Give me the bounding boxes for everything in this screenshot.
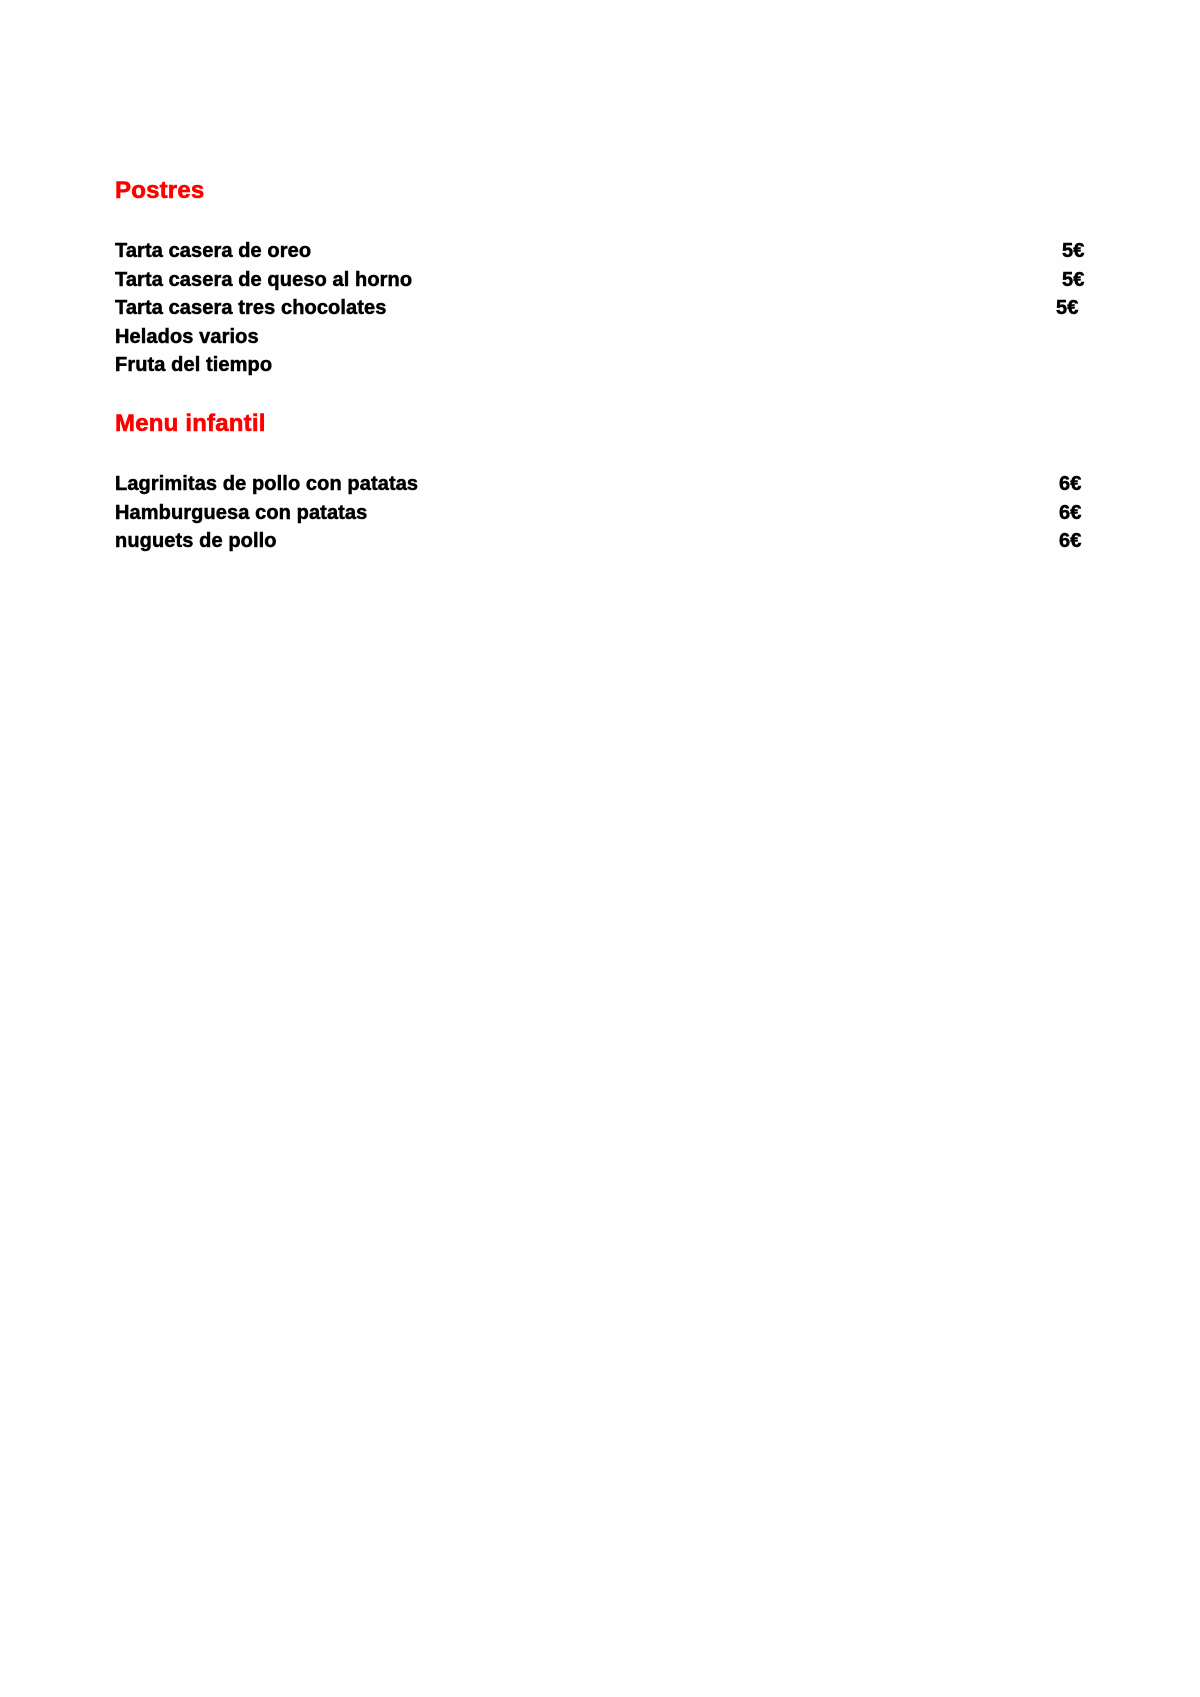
menu-item-helados: [115, 323, 1090, 352]
item-name: Tarta casera tres chocolates: [115, 297, 387, 320]
item-name: Lagrimitas de pollo con patatas: [115, 473, 419, 495]
section-title-menu-infantil: Menu infantil: [115, 410, 266, 437]
item-name: nuguets de pollo: [115, 530, 277, 553]
item-price: 5€: [1062, 268, 1085, 291]
menu-infantil-list: [115, 470, 1090, 556]
menu-item-fruta: [115, 351, 1090, 380]
item-price: 5€: [1056, 297, 1079, 320]
item-name: Tarta casera de oreo: [115, 240, 312, 262]
menu-item-tarta-queso: [115, 266, 1090, 295]
item-price: 6€: [1059, 501, 1082, 524]
item-name: Helados varios: [115, 325, 259, 348]
section-title-postres: Postres: [115, 177, 205, 204]
menu-item-tarta-chocolates: [115, 294, 1090, 323]
menu-item-nuguets: [115, 527, 1090, 556]
menu-item-tarta-oreo: [115, 237, 1090, 266]
menu-item-lagrimitas: [115, 470, 1090, 499]
item-price: 6€: [1059, 530, 1082, 553]
postres-list: [115, 237, 1090, 380]
item-price: 6€: [1059, 473, 1082, 495]
item-name: Tarta casera de queso al horno: [115, 268, 413, 291]
item-name: Hamburguesa con patatas: [115, 501, 368, 524]
item-name: Fruta del tiempo: [115, 354, 273, 377]
item-price: 5€: [1062, 240, 1085, 262]
menu-item-hamburguesa: [115, 499, 1090, 528]
